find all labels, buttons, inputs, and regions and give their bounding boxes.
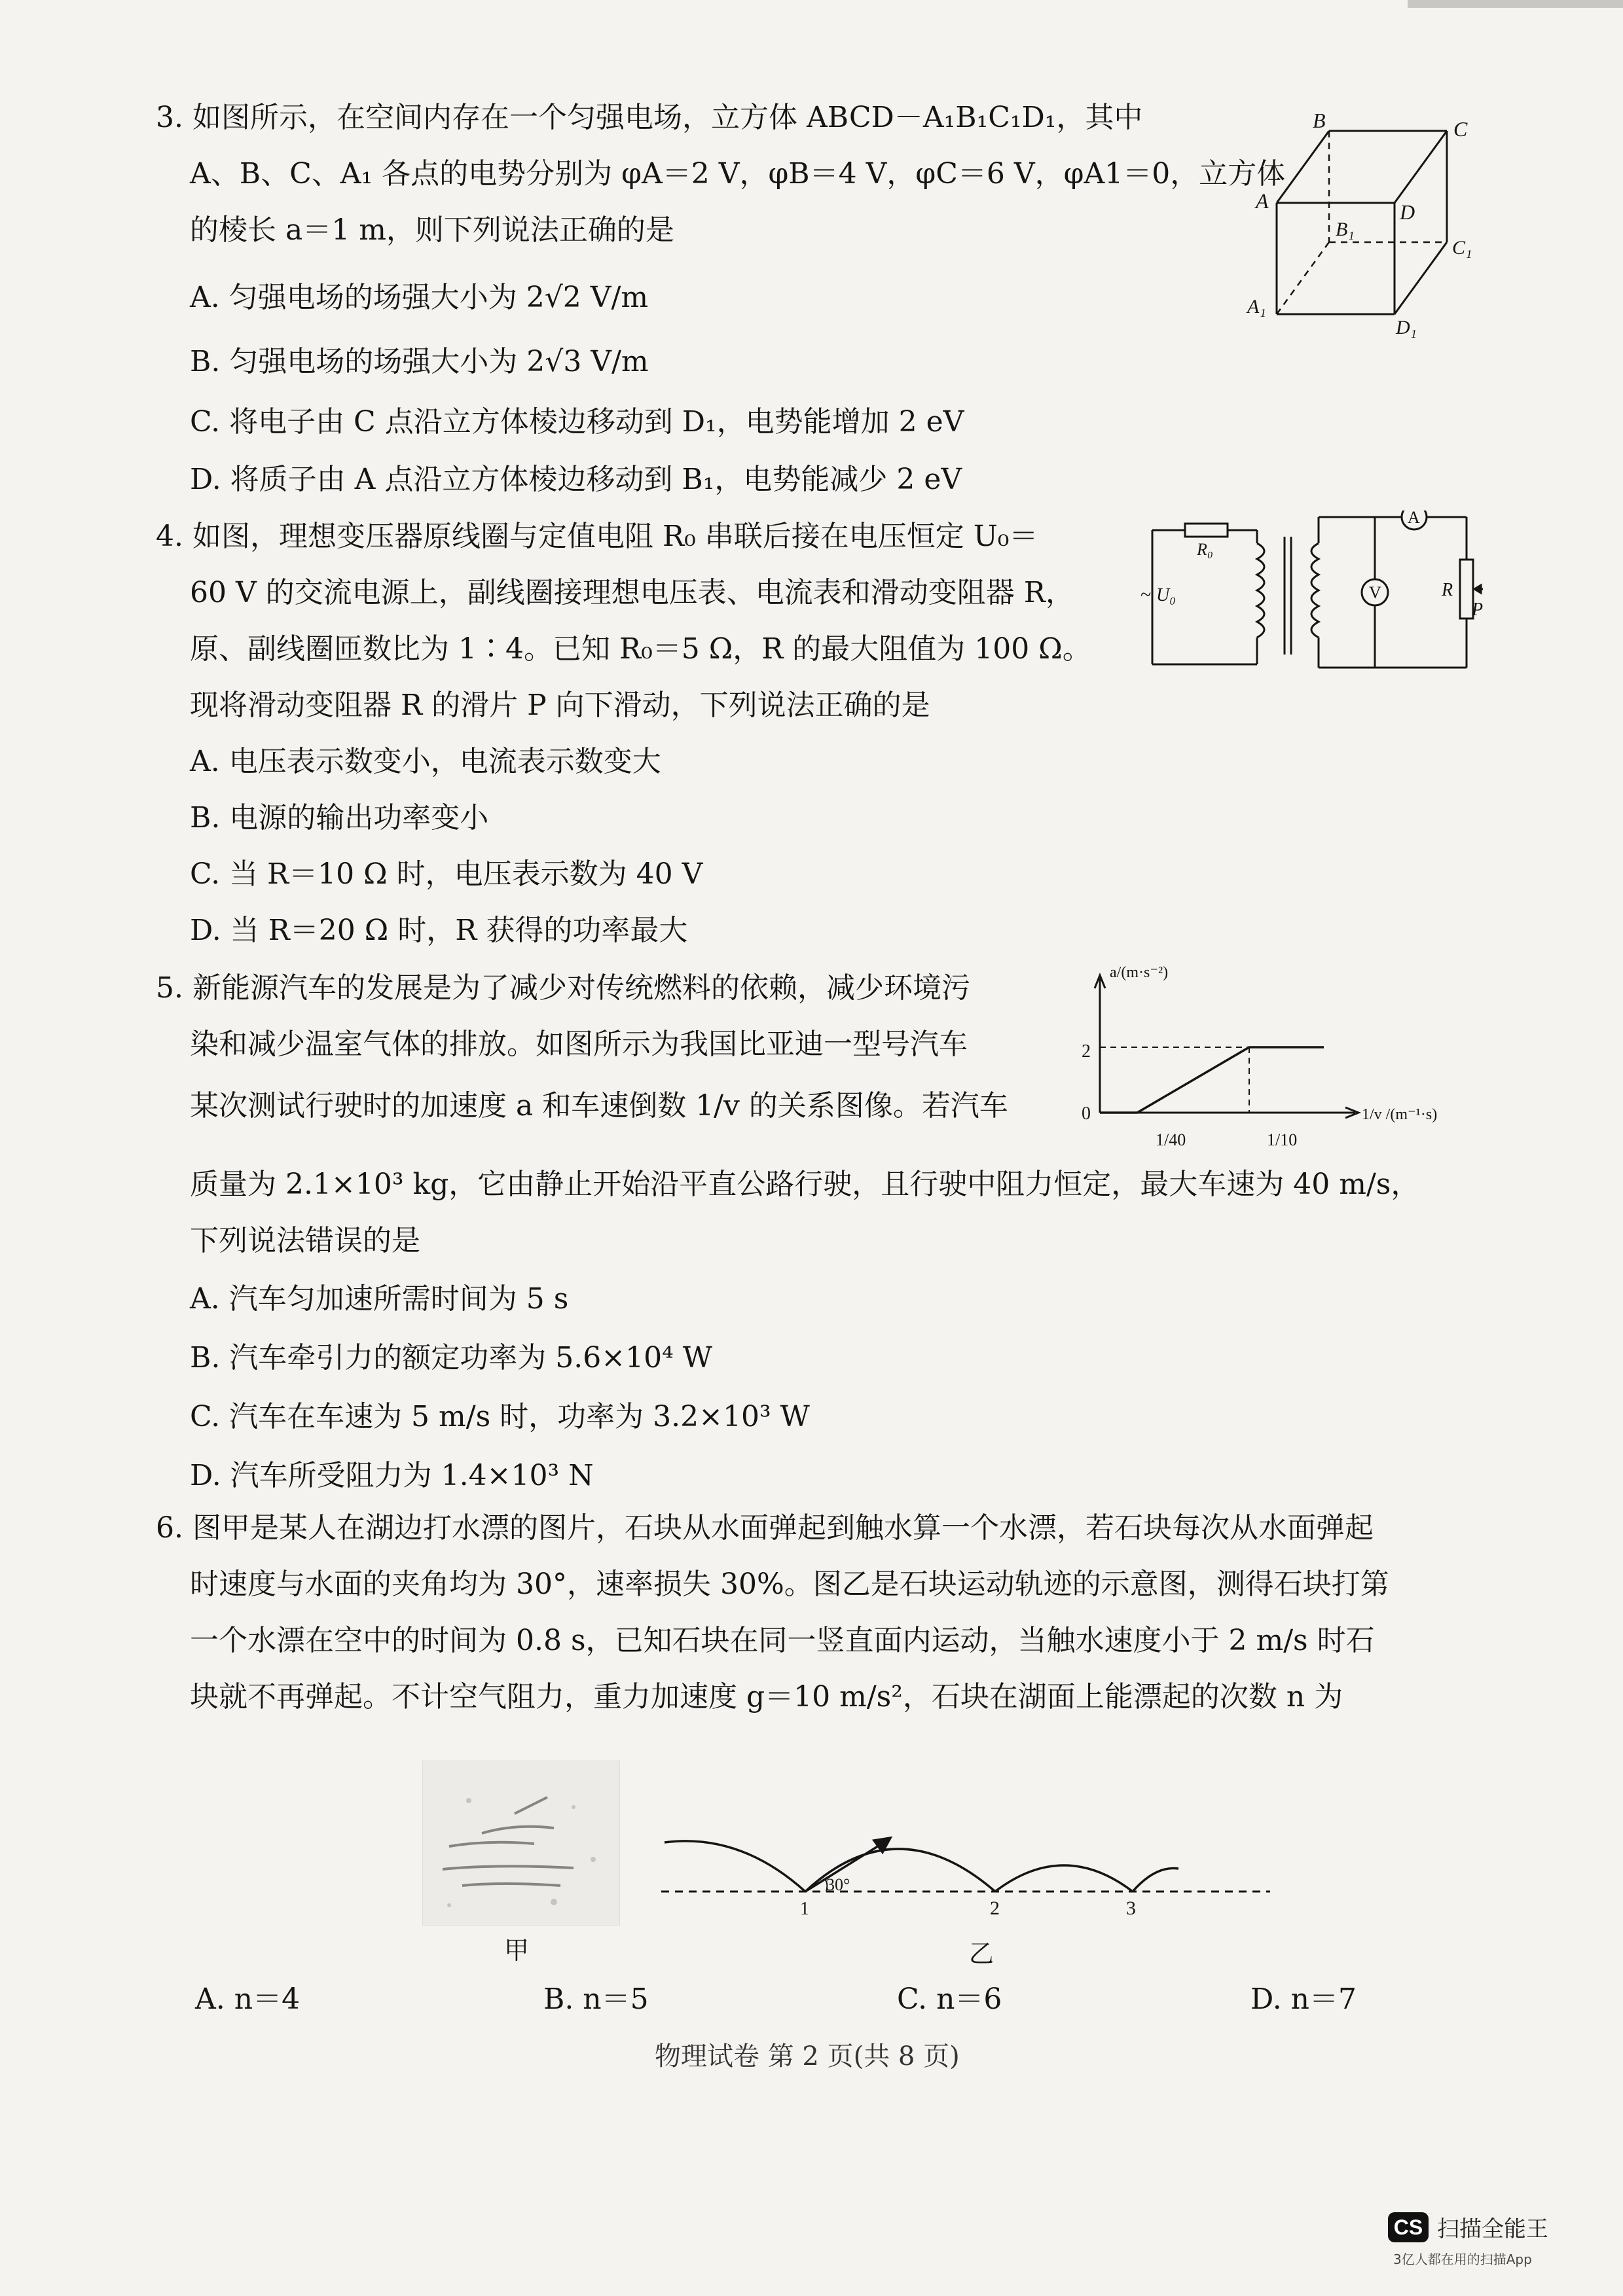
page-footer: 物理试卷 第 2 页(共 8 页) [655,2041,960,2072]
q6-option-b: B. n＝5 [543,1982,649,2016]
label-ammeter: A [1408,511,1420,527]
angle-label: 30° [826,1875,850,1894]
cube-diagram [1244,105,1486,340]
cube-label-a: A [1256,189,1269,213]
cube-label-a1: A₁ [1247,296,1266,317]
transformer-circuit [1139,511,1493,681]
q3-option-d: D. 将质子由 A 点沿立方体棱边移动到 B₁，电势能减少 2 eV [190,463,962,496]
scanner-subtitle: 3亿人都在用的扫描App [1393,2251,1532,2267]
q4-line-1: 4. 如图，理想变压器原线圈与定值电阻 R₀ 串联后接在电压恒定 U₀＝ [156,520,1038,553]
q6-line-2: 时速度与水面的夹角均为 30°，速率损失 30%。图乙是石块运动轨迹的示意图，测得石块打第 [190,1568,1389,1601]
q5-option-c: C. 汽车在车速为 5 m/s 时，功率为 3.2×10³ W [190,1400,810,1433]
q6-line-3: 一个水漂在空中的时间为 0.8 s，已知石块在同一竖直面内运动，当触水速度小于 2 m/s 时石 [190,1624,1375,1657]
page-corner-shadow [1408,0,1623,8]
skip-trajectory [655,1820,1277,1931]
point-1: 1 [800,1899,809,1919]
q4-line-4: 现将滑动变阻器 R 的滑片 P 向下滑动，下列说法正确的是 [190,689,930,722]
cube-label-c1: C₁ [1452,237,1472,259]
graph-ytick: 2 [1082,1041,1091,1062]
q6-line-4: 块就不再弹起。不计空气阻力，重力加速度 g＝10 m/s²，石块在湖面上能漂起的次数 n 为 [190,1680,1343,1713]
cube-label-c: C [1453,117,1468,141]
label-voltmeter: V [1369,583,1381,602]
fig-a-label: 甲 [504,1936,530,1965]
label-r: R [1442,580,1453,600]
q5-line-5: 下列说法错误的是 [190,1224,420,1257]
cube-label-b1: B₁ [1336,219,1355,240]
cube-label-d1: D₁ [1396,317,1417,338]
q3-line-3: 的棱长 a＝1 m，则下列说法正确的是 [190,213,674,247]
point-2: 2 [990,1897,1000,1919]
q6-option-a: A. n＝4 [195,1982,301,2016]
graph-xlabel: 1/v /(m⁻¹·s) [1362,1106,1438,1123]
acceleration-graph [1074,959,1480,1162]
scanner-title: 扫描全能王 [1437,2216,1548,2242]
q3-option-a: A. 匀强电场的场强大小为 2√2 V/m [190,281,649,314]
label-src: ~ [1140,584,1152,605]
graph-line [1100,1047,1324,1113]
q4-option-a: A. 电压表示数变小，电流表示数变大 [190,745,661,778]
q3-line-2: A、B、C、A₁ 各点的电势分别为 φA＝2 V，φB＝4 V，φC＝6 V，φA1＝0，立方体 [190,157,1286,190]
q4-line-3: 原、副线圈匝数比为 1∶4。已知 R₀＝5 Ω，R 的最大阻值为 100 Ω。 [190,632,1091,666]
stone-skipping-photo [422,1761,620,1926]
graph-ylabel: a/(m·s⁻²) [1110,964,1169,981]
q5-line-3: 某次测试行驶时的加速度 a 和车速倒数 1/v 的关系图像。若汽车 [190,1089,1008,1122]
q5-option-b: B. 汽车牵引力的额定功率为 5.6×10⁴ W [190,1341,712,1374]
q5-option-a: A. 汽车匀加速所需时间为 5 s [190,1282,569,1316]
point-3: 3 [1126,1897,1136,1919]
q6-option-c: C. n＝6 [897,1982,1002,2016]
q6-line-1: 6. 图甲是某人在湖边打水漂的图片，石块从水面弹起到触水算一个水漂，若石块每次从水面弹起 [156,1511,1374,1545]
q3-option-b: B. 匀强电场的场强大小为 2√3 V/m [190,345,649,378]
scanner-logo: CS [1388,2212,1429,2242]
label-r0: R₀ [1197,540,1213,559]
graph-xtick-1: 1/40 [1156,1130,1186,1149]
label-u0: U₀ [1156,585,1176,605]
q4-option-b: B. 电源的输出功率变小 [190,801,489,834]
q5-line-4: 质量为 2.1×10³ kg，它由静止开始沿平直公路行驶，且行驶中阻力恒定，最大车速为 40 m/s， [190,1168,1420,1201]
graph-xtick-2: 1/10 [1267,1130,1298,1149]
q3-line-1: 3. 如图所示，在空间内存在一个匀强电场，立方体 ABCD－A₁B₁C₁D₁，其中 [156,101,1143,134]
q6-option-d: D. n＝7 [1250,1982,1357,2016]
q4-option-d: D. 当 R＝20 Ω 时，R 获得的功率最大 [190,914,688,947]
q4-option-c: C. 当 R＝10 Ω 时，电压表示数为 40 V [190,857,703,891]
label-p: P [1472,600,1484,620]
q5-line-1: 5. 新能源汽车的发展是为了减少对传统燃料的依赖，减少环境污 [156,971,970,1005]
q5-option-d: D. 汽车所受阻力为 1.4×10³ N [190,1459,594,1492]
q5-line-2: 染和减少温室气体的排放。如图所示为我国比亚迪一型号汽车 [190,1028,968,1061]
cube-label-b: B [1313,109,1326,132]
q3-option-c: C. 将电子由 C 点沿立方体棱边移动到 D₁，电势能增加 2 eV [190,405,964,439]
fig-b-label: 乙 [969,1939,994,1968]
cube-label-d: D [1400,200,1415,224]
q4-line-2: 60 V 的交流电源上，副线圈接理想电压表、电流表和滑动变阻器 R， [190,576,1074,609]
graph-origin: 0 [1082,1103,1091,1124]
